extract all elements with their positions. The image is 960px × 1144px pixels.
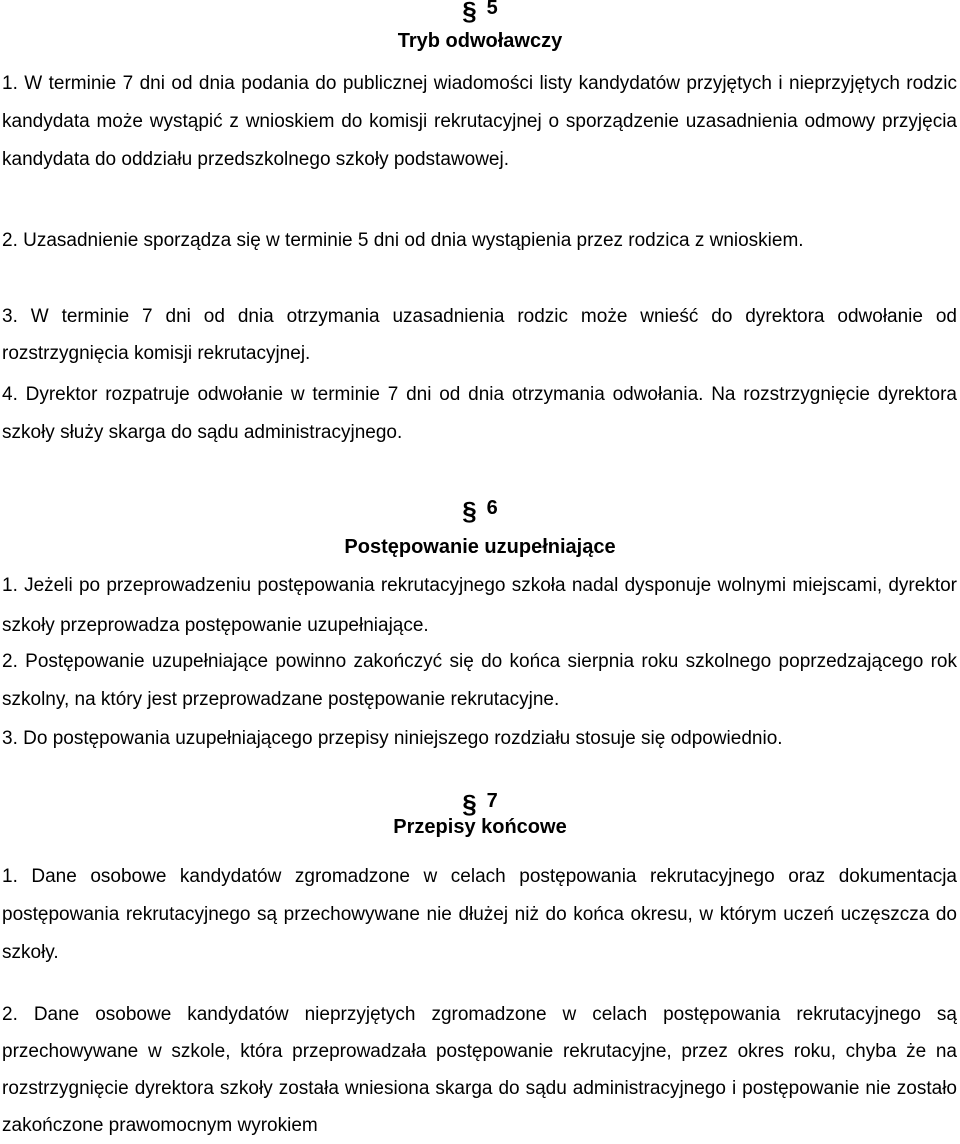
section-5-paragraph-4: 4. Dyrektor rozpatruje odwołanie w terminie 7 dni od dnia otrzymania odwołania. Na rozstrzygnięcie dyrektora szkoły służy skarga do sądu administracyjnego. (2, 384, 957, 443)
section-number: 7 (486, 790, 498, 812)
section-symbol: § (462, 789, 477, 819)
section-5-paragraph-1: 1. W terminie 7 dni od dnia podania do publicznej wiadomości listy kandydatów przyjętych i nieprzyjętych rodzic kandydata może wystąpić z wnioskiem do komisji rekrutacyjnej o sporządzenie uzasadnienia odmowy przyjęcia kandydata do oddziału przedszkolnego szkoły podstawowej. (2, 73, 957, 170)
section-7-paragraph-1: 1. Dane osobowe kandydatów zgromadzone w celach postępowania rekrutacyjnego oraz dokumentacja postępowania rekrutacyjnego są przechowywane nie dłużej niż do końca okresu, w którym uczeń uczęszcza do szkoły. (2, 866, 957, 963)
section-symbol: § (462, 496, 477, 526)
section-symbol: § (462, 0, 477, 26)
section-number: 5 (486, 0, 498, 19)
section-5-number (0, 0, 960, 26)
section-7-paragraph-2: 2. Dane osobowe kandydatów nieprzyjętych zgromadzone w celach postępowania rekrutacyjnego są przechowywane w szkole, która przeprowadzała postępowanie rekrutacyjne, przez okres roku, chyba że na rozstrzygnięcie dyrektora szkoły została wniesiona skarga do sądu administracyjnego i postępowanie nie zostało zakończone prawomocnym wyrokiem (2, 1004, 957, 1136)
section-6-number (0, 496, 960, 526)
section-7-number (0, 789, 960, 819)
section-6-title: Postępowanie uzupełniające (344, 536, 616, 558)
section-5-title: Tryb odwoławczy (397, 30, 563, 52)
section-7-title: Przepisy końcowe (393, 816, 567, 838)
section-6-paragraph-3: 3. Do postępowania uzupełniającego przepisy niniejszego rozdziału stosuje się odpowiednio. (2, 728, 783, 749)
section-number: 6 (486, 497, 498, 519)
section-6-paragraph-1: 1. Jeżeli po przeprowadzeniu postępowania rekrutacyjnego szkoła nadal dysponuje wolnymi miejscami, dyrektor szkoły przeprowadza postępowanie uzupełniające. (2, 575, 957, 636)
section-6-paragraph-2: 2. Postępowanie uzupełniające powinno zakończyć się do końca sierpnia roku szkolnego poprzedzającego rok szkolny, na który jest przeprowadzane postępowanie rekrutacyjne. (2, 651, 957, 710)
section-5-paragraph-3: 3. W terminie 7 dni od dnia otrzymania uzasadnienia rodzic może wnieść do dyrektora odwołanie od rozstrzygnięcia komisji rekrutacyjnej. (2, 306, 957, 364)
section-5-paragraph-2: 2. Uzasadnienie sporządza się w terminie 5 dni od dnia wystąpienia przez rodzica z wnioskiem. (2, 230, 804, 251)
